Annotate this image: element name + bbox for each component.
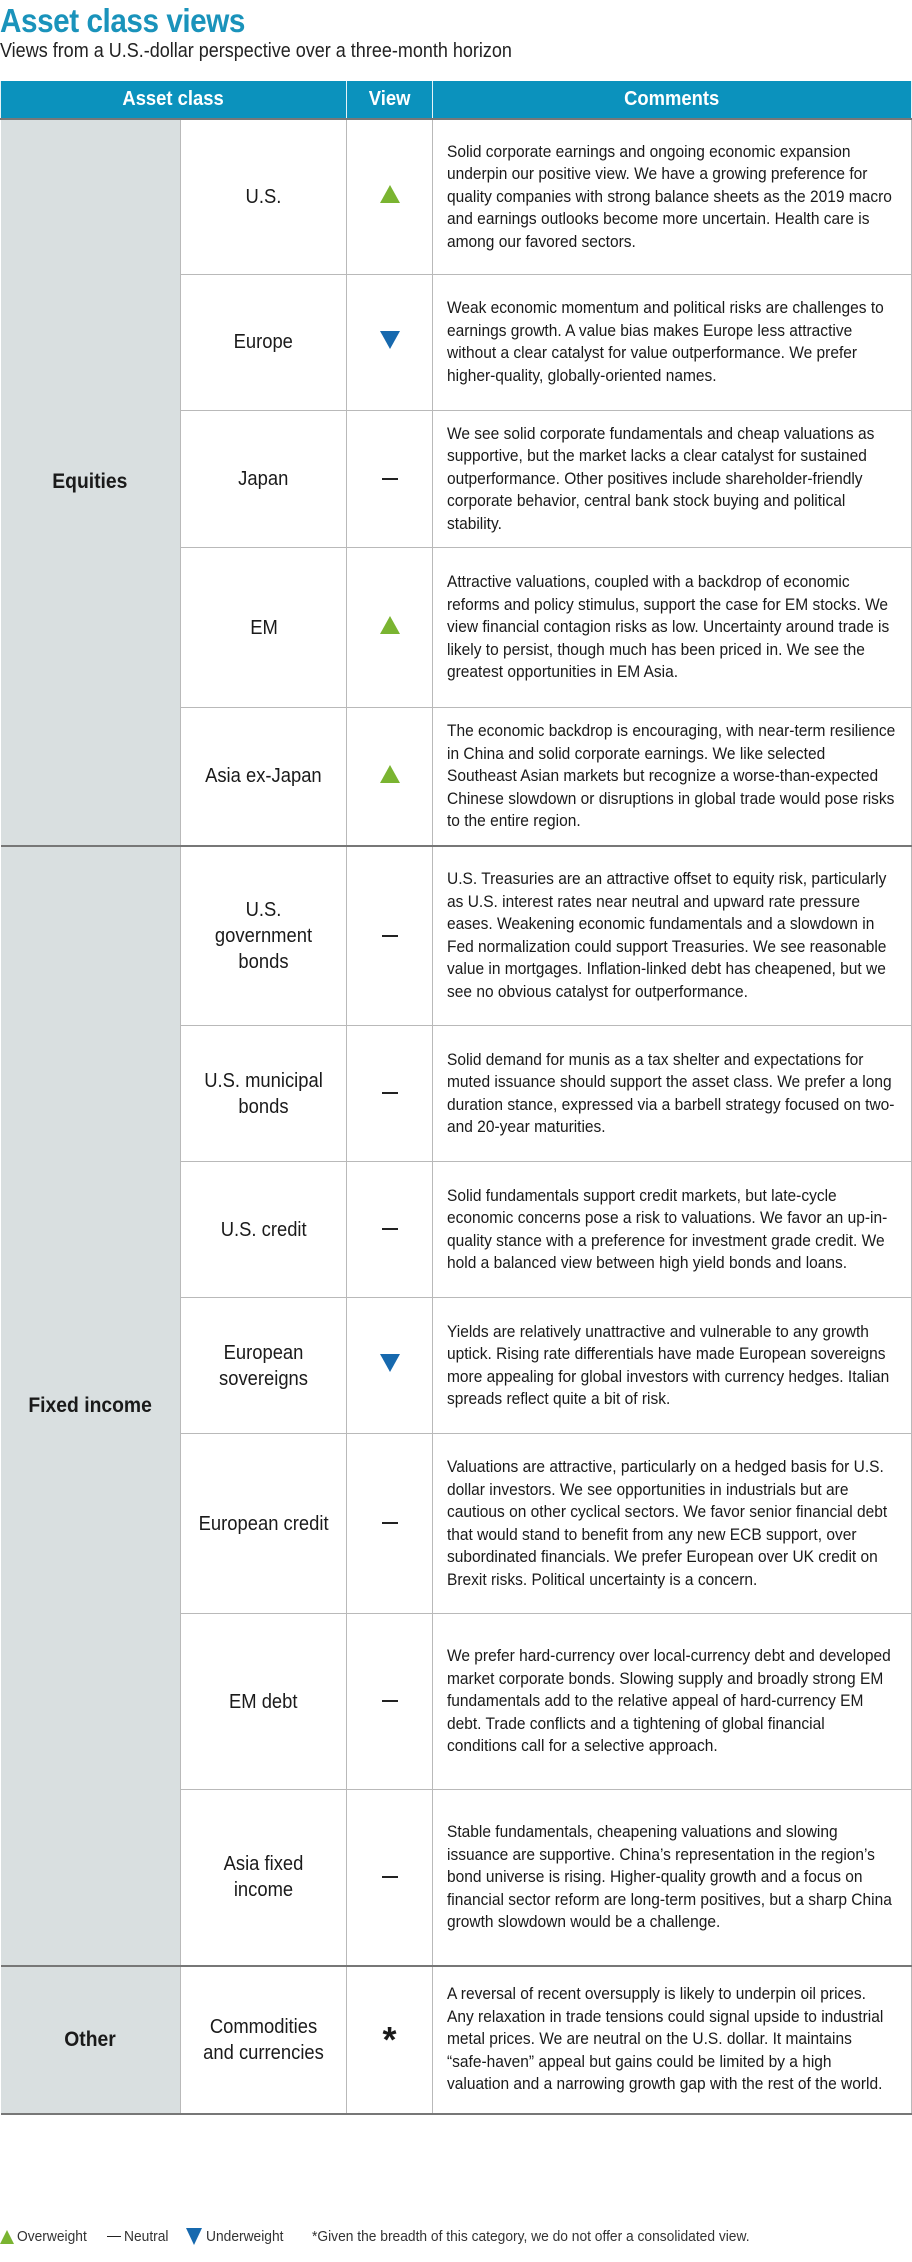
asterisk-icon: * bbox=[382, 2018, 397, 2060]
asset-label: EM debt bbox=[229, 1690, 298, 1713]
view-cell bbox=[347, 274, 433, 410]
header-asset-class: Asset class bbox=[1, 81, 347, 119]
legend-neutral: Neutral bbox=[107, 2228, 172, 2245]
comment-text: A reversal of recent oversupply is likely to underpin oil prices. Any relaxation in trade tensions could signal upside to industrial metal prices. We are neutral on the U.S. dollar. It maintains “safe-haven” appeal but gains could be limited by a high valuation and a narrowing growth gap with the rest of the world. bbox=[447, 1985, 884, 2094]
asset-cell bbox=[181, 1162, 347, 1298]
comment-cell bbox=[433, 1614, 912, 1790]
comment-text: Yields are relatively unattractive and vulnerable to any growth uptick. Rising rate differentials have made European sovereigns more appealing for global investors with currency hedges. Italian spreads reflect quite a bit of risk. bbox=[447, 1322, 890, 1408]
comment-text: Solid corporate earnings and ongoing economic expansion underpin our positive view. We have a growing preference for quality companies with strong balance sheets as the 2019 macro and earnings outlooks become more uncertain. Health care is among our favored sectors. bbox=[447, 142, 892, 251]
comment-cell bbox=[433, 708, 912, 846]
view-cell bbox=[347, 410, 433, 548]
comment-text: We prefer hard-currency over local-currency debt and developed market corporate bonds. Slowing supply and broadly strong EM fundamentals add to the relative appeal of hard-currency EM debt. Trade conflicts and a tightening of global financial conditions call for a selective approach. bbox=[447, 1647, 891, 1756]
legend-underweight: Underweight bbox=[186, 2228, 290, 2245]
asset-cell bbox=[181, 274, 347, 410]
page-subtitle: Views from a U.S.-dollar perspective over a three-month horizon bbox=[0, 40, 512, 62]
asset-class-views-table bbox=[0, 81, 912, 2115]
asset-label: U.S. credit bbox=[220, 1218, 307, 1241]
asset-label: U.S. government bonds bbox=[214, 898, 313, 973]
table-header-row bbox=[1, 81, 912, 119]
neutral-dash-icon bbox=[382, 935, 398, 937]
page-title: Asset class views bbox=[0, 2, 245, 39]
legend-overweight: Overweight bbox=[0, 2228, 93, 2245]
comment-cell bbox=[433, 410, 912, 548]
comment-text: Weak economic momentum and political risks are challenges to earnings growth. A value bias makes Europe less attractive without a clear catalyst for value outperformance. We prefer higher-quality, globally-oriented names. bbox=[447, 299, 884, 385]
asset-cell bbox=[181, 1966, 347, 2114]
overweight-triangle-icon bbox=[380, 616, 400, 634]
header-comments: Comments bbox=[433, 81, 912, 119]
table-row bbox=[1, 1966, 912, 2114]
asset-cell bbox=[181, 410, 347, 548]
asset-cell bbox=[181, 1790, 347, 1966]
comment-cell bbox=[433, 1790, 912, 1966]
asset-cell bbox=[181, 119, 347, 274]
asset-group-label: Other bbox=[64, 2027, 117, 2051]
asset-group-label: Equities bbox=[52, 470, 128, 494]
comment-text: Solid fundamentals support credit markets, but late-cycle economic concerns pose a risk to valuations. We favor an up-in-quality stance with a preference for investment grade credit. We hold a balanced view between high yield bonds and loans. bbox=[447, 1186, 888, 1272]
comment-cell bbox=[433, 1162, 912, 1298]
asset-label: European sovereigns bbox=[219, 1341, 308, 1390]
comment-text: The economic backdrop is encouraging, with near-term resilience in China and solid corporate earnings. We like selected Southeast Asian markets but recognize a worse-than-expected Chinese slowdown or disruptions in global trade would pose risks to the entire region. bbox=[447, 722, 896, 830]
view-cell bbox=[347, 1966, 433, 2114]
asset-group-cell bbox=[1, 119, 181, 846]
comment-cell bbox=[433, 1026, 912, 1162]
comment-text: Stable fundamentals, cheapening valuations and slowing issuance are supportive. China’s representation in the region’s bond universe is rising. Higher-quality growth and a focus on financial sector reform are long-term positives, but a sharp China growth slowdown would be a challenge. bbox=[447, 1823, 892, 1931]
underweight-triangle-icon bbox=[380, 1354, 400, 1372]
underweight-triangle-icon bbox=[186, 2228, 202, 2245]
asset-label: European credit bbox=[198, 1512, 329, 1535]
comment-text: Valuations are attractive, particularly on a hedged basis for U.S. dollar investors. We see opportunities in industrials but are cautious on other cyclical sectors. We favor senior financial debt that would stand to benefit from any new ECB support, over subordinated financials. We prefer European over UK credit on Brexit risks. Political uncertainty is a concern. bbox=[447, 1458, 888, 1589]
overweight-triangle-icon bbox=[0, 2230, 14, 2244]
neutral-dash-icon bbox=[382, 478, 398, 480]
view-cell bbox=[347, 1162, 433, 1298]
neutral-dash-icon bbox=[382, 1092, 398, 1094]
asset-cell bbox=[181, 846, 347, 1026]
view-cell bbox=[347, 1434, 433, 1614]
overweight-triangle-icon bbox=[380, 765, 400, 783]
view-cell bbox=[347, 708, 433, 846]
comment-cell bbox=[433, 1434, 912, 1614]
asset-label: U.S. bbox=[245, 185, 282, 208]
comment-text: Attractive valuations, coupled with a backdrop of economic reforms and policy stimulus, support the case for EM stocks. We view financial contagion risks as low. Uncertainty around trade is likely to persist, though much has been priced in. We see the greatest opportunities in EM Asia. bbox=[447, 573, 890, 682]
view-cell bbox=[347, 119, 433, 274]
overweight-triangle-icon bbox=[380, 185, 400, 203]
comment-text: Solid demand for munis as a tax shelter and expectations for muted issuance should support the asset class. We prefer a long duration stance, expressed via a barbell strategy focused on two- and 20-year maturities. bbox=[447, 1050, 895, 1136]
asset-label: EM bbox=[249, 616, 278, 639]
neutral-dash-icon bbox=[382, 1876, 398, 1878]
view-cell bbox=[347, 846, 433, 1026]
asset-label: Commodities and currencies bbox=[203, 2015, 324, 2064]
asset-label: Japan bbox=[238, 467, 289, 490]
view-cell bbox=[347, 1026, 433, 1162]
comment-cell bbox=[433, 846, 912, 1026]
header-view: View bbox=[347, 81, 433, 119]
comment-text: U.S. Treasuries are an attractive offset to equity risk, particularly as U.S. interest rates near neutral and upward rate pressure eases. Weakening economic fundamentals and a slowdown in Fed normalization could support Treasuries. We see reasonable value in mortgages. Inflation-linked debt has cheapened, but we see no obvious catalyst for outperformance. bbox=[447, 870, 887, 1001]
asset-group-cell bbox=[1, 1966, 181, 2114]
underweight-triangle-icon bbox=[380, 331, 400, 349]
view-cell bbox=[347, 1790, 433, 1966]
asset-cell bbox=[181, 1026, 347, 1162]
asset-label: Asia ex-Japan bbox=[205, 765, 322, 788]
neutral-dash-icon bbox=[382, 1228, 398, 1230]
asset-cell bbox=[181, 1614, 347, 1790]
comment-cell bbox=[433, 548, 912, 708]
neutral-dash-icon bbox=[382, 1700, 398, 1702]
asset-label: U.S. municipal bonds bbox=[204, 1069, 323, 1118]
view-cell bbox=[347, 1298, 433, 1434]
asset-cell bbox=[181, 708, 347, 846]
table-row bbox=[1, 846, 912, 1026]
comment-text: We see solid corporate fundamentals and cheap valuations as supportive, but the market lacks a clear catalyst for sustained outperformance. Other positives include shareholder-friendly corporate behavior, central bank stock buying and political stability. bbox=[447, 424, 875, 533]
asset-cell bbox=[181, 1298, 347, 1434]
comment-cell bbox=[433, 274, 912, 410]
comment-cell bbox=[433, 1966, 912, 2114]
asset-group-label: Fixed income bbox=[28, 1393, 152, 1417]
table-row bbox=[1, 119, 912, 274]
comment-cell bbox=[433, 1298, 912, 1434]
view-cell bbox=[347, 548, 433, 708]
view-cell bbox=[347, 1614, 433, 1790]
asset-cell bbox=[181, 548, 347, 708]
legend bbox=[0, 2228, 802, 2245]
asset-group-cell bbox=[1, 846, 181, 1966]
comment-cell bbox=[433, 119, 912, 274]
asset-cell bbox=[181, 1434, 347, 1614]
neutral-dash-icon bbox=[382, 1522, 398, 1524]
asset-label: Europe bbox=[233, 331, 294, 353]
asset-label: Asia fixed income bbox=[223, 1853, 304, 1902]
neutral-dash-icon bbox=[107, 2236, 121, 2237]
legend-footnote: *Given the breadth of this category, we do not offer a consolidated view. bbox=[312, 2228, 750, 2245]
